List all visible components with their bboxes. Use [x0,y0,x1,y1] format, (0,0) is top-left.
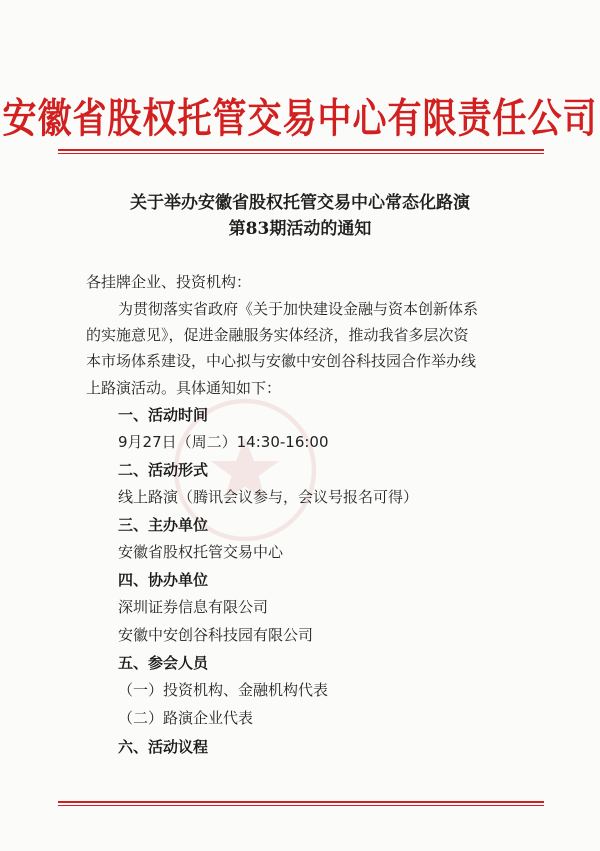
section-3-heading: 三、主办单位 [118,516,209,534]
section-2-heading: 二、活动形式 [118,461,209,479]
notice-title-line-1: 关于举办安徽省股权托管交易中心常态化路演 [130,193,470,213]
intro-line-3: 本市场体系建设，中心拟与安徽中安创谷科技园合作举办线 [86,352,477,370]
section-1-heading: 一、活动时间 [118,406,209,424]
notice-title-line-2: 第83期活动的通知 [228,219,372,239]
letterhead-rule-thin [58,153,544,154]
salutation: 各挂牌企业、投资机构： [86,273,252,291]
section-3-host: 安徽省股权托管交易中心 [118,543,284,561]
section-1-time: 9月27日（周二）14:30-16:00 [118,433,329,451]
section-4-coorganizer-1: 深圳证券信息有限公司 [118,598,269,616]
footer-rule-thick [58,801,544,803]
footer-rule-thin [58,805,544,806]
intro-line-4: 上路演活动。具体通知如下： [86,379,282,397]
letterhead-rule-thick [58,149,544,151]
intro-line-1: 为贯彻落实省政府《关于加快建设金融与资本创新体系 [118,300,479,318]
section-2-format: 线上路演（腾讯会议参与，会议号报名可得） [118,488,419,506]
section-5-heading: 五、参会人员 [118,654,209,672]
section-6-heading: 六、活动议程 [118,738,209,756]
section-4-heading: 四、协办单位 [118,571,209,589]
section-4-coorganizer-2: 安徽中安创谷科技园有限公司 [118,626,314,644]
section-5-attendee-2: （二）路演企业代表 [118,709,254,727]
letterhead-org-name: 安徽省股权托管交易中心有限责任公司 [2,95,598,143]
intro-line-2: 的实施意见》，促进金融服务实体经济，推动我省多层次资 [86,326,469,344]
section-5-attendee-1: （一）投资机构、金融机构代表 [118,681,329,699]
